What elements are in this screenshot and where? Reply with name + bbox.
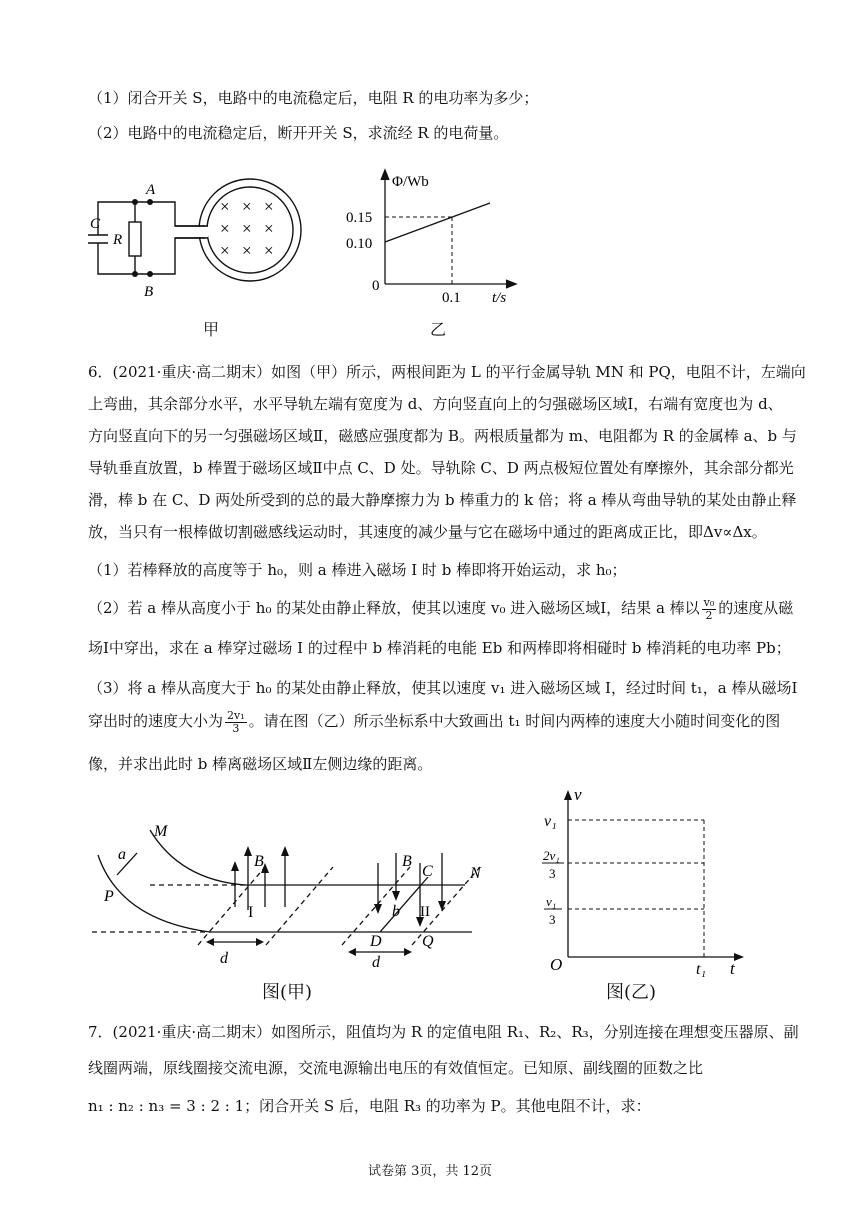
page-footer: 试卷第 3页，共 12页 — [367, 1164, 493, 1179]
svg-text:×: × — [242, 219, 252, 238]
v1-tick: v₁ — [544, 813, 557, 830]
y-axis-label: Φ/Wb — [392, 174, 429, 190]
y-tick-015: 0.15 — [346, 210, 373, 226]
2v1-tick-num: 2v₁ — [543, 848, 560, 863]
svg-text:×: × — [220, 197, 230, 216]
problem-7-line-3: n₁ : n₂ : n₃ = 3 : 2 : 1；闭合开关 S 后，电阻 R₃ 的功率为 P。其他电阻不计，求： — [88, 1097, 651, 1115]
label-P: P — [104, 888, 114, 905]
problem-6-line: 上弯曲，其余部分水平，水平导轨左端有宽度为 d、方向竖直向上的匀强磁场区域Ⅰ，右端有宽度也为 d、 — [88, 395, 783, 413]
label-region-II: II — [420, 904, 430, 920]
problem-6-question-1: （1）若棒释放的高度等于 h₀，则 a 棒进入磁场 I 时 b 棒即将开始运动，求 h₀； — [88, 561, 627, 579]
label-A: A — [146, 182, 156, 198]
2v1-tick-den: 3 — [549, 866, 556, 881]
prev-question-2: （2）电路中的电流稳定后，断开开关 S，求流经 R 的电荷量。 — [88, 124, 509, 142]
svg-text:×: × — [220, 219, 230, 238]
flux-series-line — [385, 203, 490, 242]
figure-jia-bottom-caption: 图(甲) — [262, 982, 313, 1003]
figure-yi-flux-graph — [340, 160, 530, 310]
svg-text:×: × — [220, 241, 230, 260]
label-M: M — [154, 823, 168, 840]
label-B-region-1: B — [254, 853, 264, 870]
t1-tick: t₁ — [696, 961, 707, 977]
label-N: N — [470, 865, 481, 882]
prev-question-1: （1）闭合开关 S，电路中的电流稳定后，电阻 R 的电功率为多少； — [88, 89, 539, 107]
problem-6-question-3-cont: 穿出时的速度大小为 $\frac{\text{2v₁}}{3}$ 。请在图（乙）所示坐标系中大致画出 t₁ 时间内两棒的速度大小随时间变化的图 — [88, 708, 781, 735]
label-d-1: d — [220, 950, 228, 967]
figure-yi-bottom-caption: 图(乙) — [606, 982, 657, 1003]
svg-text:×: × — [264, 219, 274, 238]
label-Q: Q — [422, 933, 434, 950]
fraction-v0-over-2: $\frac{\text{v₀}}{2}$ — [703, 595, 715, 622]
v1-third-tick-den: 3 — [549, 912, 556, 927]
x-tick-01: 0.1 — [442, 290, 461, 306]
fraction-2v1-over-3: $\frac{\text{2v₁}}{3}$ — [227, 708, 245, 735]
label-d-2: d — [372, 954, 380, 971]
figure-yi-caption: 乙 — [430, 320, 447, 339]
problem-7-line-1: 7．(2021·重庆·高二期末）如图所示，阻值均为 R 的定值电阻 R₁、R₂、R₃，分别连接在理想变压器原、副 — [88, 1023, 799, 1041]
problem-6-question-2-cont: 场Ⅰ中穿出，求在 a 棒穿过磁场 I 的过程中 b 棒消耗的电能 Eb 和两棒即将相碰时 b 棒消耗的电功率 Pb； — [88, 639, 791, 657]
problem-6-line: 导轨垂直放置，b 棒置于磁场区域Ⅱ中点 C、D 处。导轨除 C、D 两点极短位置处有摩擦外，其余部分都光 — [88, 459, 794, 477]
label-B: B — [144, 284, 154, 300]
figure-jia-caption: 甲 — [203, 320, 220, 339]
problem-6-question-3: （3）将 a 棒从高度大于 h₀ 的某处由静止释放，使其以速度 v₁ 进入磁场区域 I，经过时间 t₁，a 棒从磁场Ⅰ — [88, 679, 798, 697]
label-R: R — [113, 232, 123, 248]
svg-text:×: × — [242, 241, 252, 260]
problem-7-line-2: 线圈两端，原线圈接交流电源，交流电源输出电压的有效值恒定。已知原、副线圈的匝数之比 — [88, 1059, 704, 1077]
label-D: D — [370, 933, 382, 950]
svg-text:×: × — [264, 197, 274, 216]
label-b: b — [392, 903, 400, 920]
origin-tick: 0 — [372, 278, 380, 294]
label-region-I: I — [248, 904, 254, 921]
problem-6-line: 方向竖直向下的另一匀强磁场区域Ⅱ，磁感应强度都为 B。两根质量都为 m、电阻都为 R 的金属棒 a、b 与 — [88, 427, 797, 445]
origin-O: O — [550, 955, 563, 974]
svg-text:×: × — [242, 197, 252, 216]
label-C: C — [90, 216, 101, 232]
problem-6-line: 放，当只有一根棒做切割磁感线运动时，其速度的减少量与它在磁场中通过的距离成正比，即Δv∝Δx。 — [88, 523, 767, 541]
label-B-region-2: B — [402, 853, 412, 870]
problem-6-statement — [88, 356, 806, 548]
magnetic-field-crosses — [220, 197, 274, 260]
svg-text:×: × — [264, 241, 274, 260]
t-axis-label: t — [730, 959, 735, 977]
figure-jia-rails — [80, 815, 500, 975]
v1-third-tick-num: v₁ — [546, 894, 557, 909]
v-axis-label: v — [574, 785, 582, 804]
problem-6-line: 滑，棒 b 在 C、D 两处所受到的总的最大静摩擦力为 b 棒重力的 k 倍；将 a 棒从弯曲导轨的某处由静止释 — [88, 491, 797, 509]
label-a: a — [118, 846, 126, 863]
problem-6-question-3-end: 像，并求出此时 b 棒离磁场区域Ⅱ左侧边缘的距离。 — [88, 755, 433, 773]
x-axis-label: t/s — [492, 290, 507, 306]
y-tick-010: 0.10 — [346, 236, 373, 252]
problem-6-question-2: （2）若 a 棒从高度小于 h₀ 的某处由静止释放，使其以速度 v₀ 进入磁场区域Ⅰ，结果 a 棒以 $\frac{\text{v₀}}{2}$ 的速度从磁 — [88, 595, 794, 622]
figure-jia-circuit — [80, 172, 320, 312]
problem-6-line: 6．(2021·重庆·高二期末）如图（甲）所示，两根间距为 L 的平行金属导轨 MN 和 PQ，电阻不计，左端向 — [88, 363, 806, 381]
figure-yi-vt-axes — [530, 782, 760, 977]
label-C: C — [422, 863, 433, 880]
